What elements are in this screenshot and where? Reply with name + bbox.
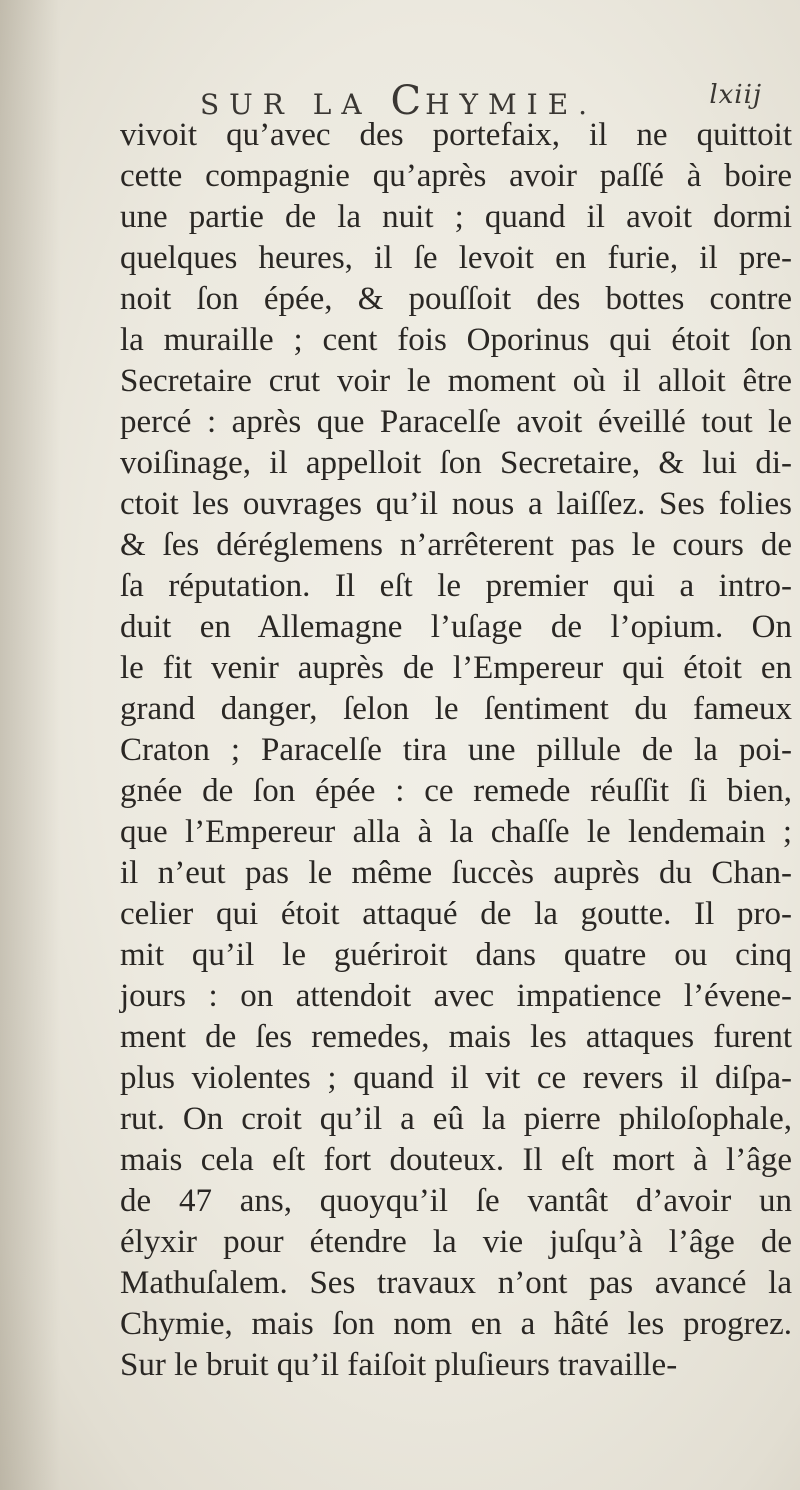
- text-line: rut. On croit qu’il a eû la pierre philoſophale,: [120, 1101, 792, 1137]
- body-text: [120, 115, 792, 1386]
- text-line: une partie de la nuit ; quand il avoit dormi: [120, 199, 792, 235]
- text-line: celier qui étoit attaqué de la goutte. Il pro-: [120, 896, 792, 932]
- running-title-rest: HYMIE.: [425, 88, 598, 121]
- text-line: Sur le bruit qu’il faiſoit pluſieurs travaille-: [120, 1347, 678, 1383]
- text-line: cette compagnie qu’après avoir paſſé à boire: [120, 158, 792, 194]
- text-line: & ſes déréglemens n’arrêterent pas le cours de: [120, 527, 792, 563]
- text-line: jours : on attendoit avec impatience l’évene-: [120, 978, 792, 1014]
- text-line: Craton ; Paracelſe tira une pillule de la poi-: [120, 732, 792, 768]
- text-line: élyxir pour étendre la vie juſqu’à l’âge de: [120, 1224, 792, 1260]
- text-line: vivoit qu’avec des portefaix, il ne quittoit: [120, 117, 792, 153]
- text-line: la muraille ; cent fois Oporinus qui étoit ſon: [120, 322, 792, 358]
- text-line: mais cela eſt fort douteux. Il eſt mort à l’âge: [120, 1142, 792, 1178]
- text-line: mit qu’il le guériroit dans quatre ou cinq: [120, 937, 792, 973]
- text-line: ſa réputation. Il eſt le premier qui a intro-: [120, 568, 792, 604]
- text-line: ment de ſes remedes, mais les attaques furent: [120, 1019, 792, 1055]
- text-line: quelques heures, il ſe levoit en furie, il pre-: [120, 240, 792, 276]
- text-line: Secretaire crut voir le moment où il alloit être: [120, 363, 792, 399]
- text-line: le fit venir auprès de l’Empereur qui étoit en: [120, 650, 792, 686]
- text-line: voiſinage, il appelloit ſon Secretaire, & lui di-: [120, 445, 792, 481]
- text-line: ctoit les ouvrages qu’il nous a laiſſez. Ses folies: [120, 486, 792, 522]
- text-line: plus violentes ; quand il vit ce revers il diſpa-: [120, 1060, 792, 1096]
- text-line: il n’eut pas le même ſuccès auprès du Chan-: [120, 855, 792, 891]
- text-line: percé : après que Paracelſe avoit éveillé tout le: [120, 404, 792, 440]
- text-line: Chymie, mais ſon nom en a hâté les progrez.: [120, 1306, 792, 1342]
- text-line: que l’Empereur alla à la chaſſe le lendemain ;: [120, 814, 792, 850]
- text-line: noit ſon épée, & pouſſoit des bottes contre: [120, 281, 792, 317]
- spine-shadow: [0, 0, 60, 1490]
- text-line: de 47 ans, quoyqu’il ſe vantât d’avoir un: [120, 1183, 792, 1219]
- text-line: grand danger, ſelon le ſentiment du fameux: [120, 691, 792, 727]
- text-line: duit en Allemagne l’uſage de l’opium. On: [120, 609, 792, 645]
- text-line: Mathuſalem. Ses travaux n’ont pas avancé la: [120, 1265, 792, 1301]
- running-title-initial: C: [390, 78, 426, 124]
- page-number: lxiij: [709, 80, 762, 110]
- running-title-prefix: SUR LA: [200, 88, 391, 121]
- text-line: gnée de ſon épée : ce remede réuſſit ſi bien,: [120, 773, 792, 809]
